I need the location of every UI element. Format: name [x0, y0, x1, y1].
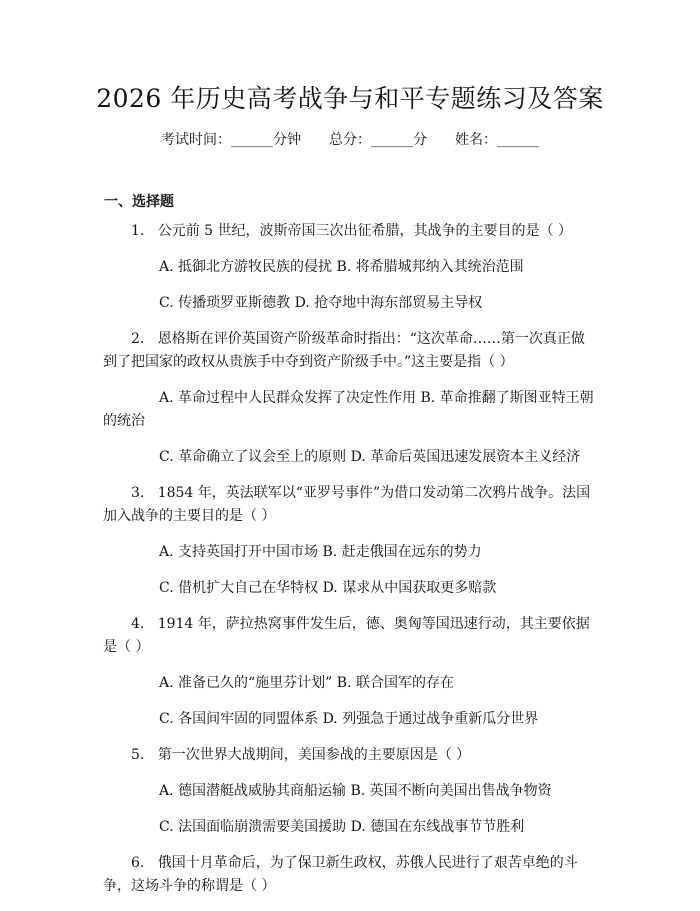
section-heading: 一、选择题 [104, 194, 174, 210]
question-options: C. 革命确立了议会至上的原则 D. 革命后英国迅速发展资本主义经济 [159, 449, 581, 465]
question-options: A. 革命过程中人民群众发挥了决定性作用 B. 革命推翻了斯图亚特王朝的统治 [103, 390, 594, 429]
total-score-field: 总分：______分 [329, 132, 427, 148]
question-list [103, 220, 598, 911]
document-title: 2026 年历史高考战争与和平专题练习及答案 [96, 84, 604, 113]
exam-info-line [0, 130, 700, 150]
exam-time-field: 考试时间：______分钟 [161, 132, 301, 148]
question-options: C. 借机扩大自己在华特权 D. 谋求从中国获取更多赔款 [159, 580, 497, 596]
question-stem: 3. 1854 年，英法联军以“亚罗号事件”为借口发动第二次鸦片战争。法国加入战争的主要目的是（ ） [103, 485, 591, 524]
question-stem: 5. 第一次世界大战期间，美国参战的主要原因是（ ） [131, 747, 471, 763]
question-stem: 2. 恩格斯在评价英国资产阶级革命时指出：“这次革命……第一次真正做到了把国家的政权从贵族手中夺到资产阶级手中。”这主要是指（ ） [103, 331, 585, 370]
student-name-field: 姓名：______ [455, 132, 539, 148]
question-options: A. 准备已久的“施里芬计划” B. 联合国军的存在 [159, 675, 454, 691]
question-options: A. 支持英国打开中国市场 B. 赶走俄国在远东的势力 [159, 544, 482, 560]
question-stem: 6. 俄国十月革命后，为了保卫新生政权，苏俄人民进行了艰苦卓绝的斗争，这场斗争的称谓是（ ） [103, 855, 578, 894]
question-options: C. 法国面临崩溃需要美国援助 D. 德国在东线战事节节胜利 [159, 819, 525, 835]
question-options: C. 传播琐罗亚斯德教 D. 抢夺地中海东部贸易主导权 [159, 295, 483, 311]
question-options: C. 各国间牢固的同盟体系 D. 列强急于通过战争重新瓜分世界 [159, 711, 539, 727]
question-stem: 4. 1914 年，萨拉热窝事件发生后，德、奥匈等国迅速行动，其主要依据是（ ） [103, 616, 590, 655]
question-options: A. 德国潜艇战威胁其商船运输 B. 英国不断向美国出售战争物资 [159, 783, 552, 799]
question-options: A. 抵御北方游牧民族的侵扰 B. 将希腊城邦纳入其统治范围 [159, 259, 524, 275]
question-stem: 1. 公元前 5 世纪，波斯帝国三次出征希腊，其战争的主要目的是（ ） [131, 223, 572, 239]
